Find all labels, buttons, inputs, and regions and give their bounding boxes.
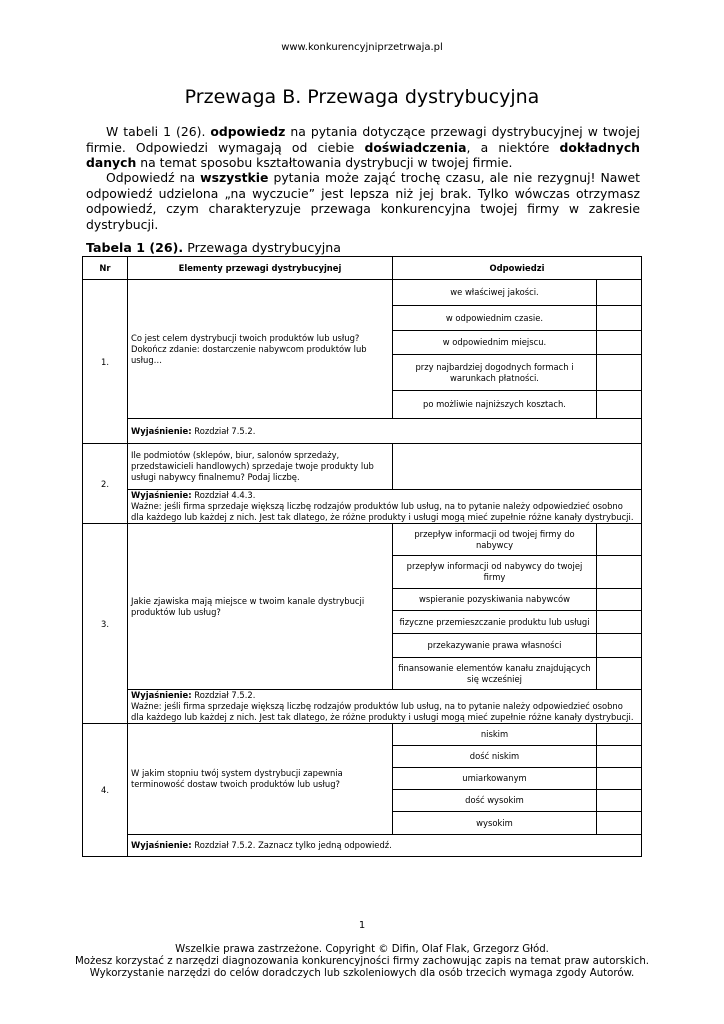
explanation-note: Ważne: jeśli firma sprzedaje większą liczbę rodzajów produktów lub usług, na to pytanie należy odpowiedzieć osobno dla każdego lub każdej z nich. Jest tak dlatego, że różne produkty i usługi mogą mieć zupełnie różne kanały dystrybucji. bbox=[131, 501, 634, 522]
intro-text: , a niektóre bbox=[466, 139, 560, 155]
intro-text: na temat sposobu kształtowania dystrybucji w twojej firmie. bbox=[136, 155, 513, 170]
explanation-row bbox=[83, 419, 642, 444]
site-url: www.konkurencyjniprzetrwaja.pl bbox=[281, 42, 443, 53]
intro-paragraph-1 bbox=[86, 124, 640, 171]
explanation-label: Wyjaśnienie: bbox=[131, 425, 192, 436]
answer-option: fizyczne przemieszczanie produktu lub usługi bbox=[393, 611, 597, 634]
explanation-row bbox=[83, 835, 642, 857]
intro-bold: dokładnych danych bbox=[86, 139, 640, 170]
explanation-text: Rozdział 4.4.3. bbox=[191, 490, 256, 500]
answer-checkbox[interactable] bbox=[597, 391, 642, 419]
answer-option: finansowanie elementów kanału znajdujących się wcześniej bbox=[393, 658, 597, 690]
answer-field[interactable] bbox=[393, 444, 642, 490]
answer-checkbox[interactable] bbox=[597, 306, 642, 331]
footer-line: Możesz korzystać z narzędzi diagnozowania konkurencyjności firmy zachowując zapis na temat praw autorskich. bbox=[74, 956, 650, 967]
explanation-row bbox=[83, 690, 642, 724]
page-number: 1 bbox=[358, 920, 366, 931]
answer-option: dość wysokim bbox=[393, 790, 597, 812]
explanation bbox=[128, 419, 642, 444]
explanation-note: Ważne: jeśli firma sprzedaje większą liczbę rodzajów produktów lub usług, na to pytanie należy odpowiedzieć osobno dla każdego lub każdej z nich. Jest tak dlatego, że różne produkty i usługi mogą mieć zupełnie różne kanały dystrybucji. bbox=[131, 701, 634, 722]
copyright-footer bbox=[0, 944, 724, 980]
answer-checkbox[interactable] bbox=[597, 556, 642, 589]
answer-option: niskim bbox=[393, 724, 597, 746]
header-answers: Odpowiedzi bbox=[393, 257, 642, 280]
page-title: Przewaga B. Przewaga dystrybucyjna bbox=[184, 86, 540, 108]
question-text: Ile podmiotów (sklepów, biur, salonów sprzedaży, przedstawicieli handlowych) sprzedaje twoje produkty lub usługi nabywcy finalnemu? Podaj liczbę. bbox=[128, 444, 393, 490]
intro-text: W tabeli 1 (26). bbox=[106, 124, 211, 139]
answer-option: wysokim bbox=[393, 812, 597, 835]
question-text: Co jest celem dystrybucji twoich produktów lub usług? Dokończ zdanie: dostarczenie nabywcom produktów lub usług… bbox=[128, 280, 393, 419]
footer-line: Wykorzystanie narzędzi do celów doradczych lub szkoleniowych dla osób trzecich wymaga zgody Autorów. bbox=[89, 968, 635, 979]
intro-bold: wszystkie bbox=[200, 170, 269, 185]
distribution-table bbox=[82, 256, 642, 857]
answer-checkbox[interactable] bbox=[597, 589, 642, 611]
intro-bold: doświadczenia bbox=[364, 139, 467, 155]
row-number: 3. bbox=[83, 524, 128, 724]
explanation bbox=[128, 835, 642, 857]
table-row bbox=[83, 524, 642, 556]
footer-line: Wszelkie prawa zastrzeżone. Copyright © Difin, Olaf Flak, Grzegorz Głód. bbox=[175, 944, 549, 955]
answer-option: umiarkowanym bbox=[393, 768, 597, 790]
answer-option: przepływ informacji od twojej firmy do nabywcy bbox=[393, 524, 597, 556]
table-caption-text: Przewaga dystrybucyjna bbox=[183, 240, 341, 255]
row-number: 2. bbox=[83, 444, 128, 524]
table-row bbox=[83, 444, 642, 490]
answer-option: w odpowiednim czasie. bbox=[393, 306, 597, 331]
answer-checkbox[interactable] bbox=[597, 355, 642, 391]
explanation bbox=[128, 490, 642, 524]
table-row bbox=[83, 280, 642, 306]
answer-checkbox[interactable] bbox=[597, 812, 642, 835]
explanation-text: Rozdział 7.5.2. bbox=[191, 425, 256, 436]
answer-option: we właściwej jakości. bbox=[393, 280, 597, 306]
answer-option: przekazywanie prawa własności bbox=[393, 634, 597, 658]
answer-checkbox[interactable] bbox=[597, 611, 642, 634]
intro-paragraph-2 bbox=[86, 170, 640, 232]
answer-checkbox[interactable] bbox=[597, 280, 642, 306]
row-number: 4. bbox=[83, 724, 128, 857]
answer-checkbox[interactable] bbox=[597, 634, 642, 658]
intro-bold: odpowiedz bbox=[210, 124, 286, 139]
answer-checkbox[interactable] bbox=[597, 790, 642, 812]
table-caption bbox=[86, 240, 341, 255]
explanation-label: Wyjaśnienie: bbox=[131, 840, 192, 850]
explanation-text: Rozdział 7.5.2. Zaznacz tylko jedną odpowiedź. bbox=[191, 840, 392, 850]
answer-option: po możliwie najniższych kosztach. bbox=[393, 391, 597, 419]
explanation-text: Rozdział 7.5.2. bbox=[191, 690, 256, 700]
answer-option: przy najbardziej dogodnych formach i warunkach płatności. bbox=[393, 355, 597, 391]
answer-checkbox[interactable] bbox=[597, 524, 642, 556]
answer-option: dość niskim bbox=[393, 746, 597, 768]
row-number: 1. bbox=[83, 280, 128, 444]
answer-checkbox[interactable] bbox=[597, 658, 642, 690]
answer-option: w odpowiednim miejscu. bbox=[393, 331, 597, 355]
intro-text: na pytania dotyczące przewagi dystrybucyjnej w twojej firmie. Odpowiedzi wymagają od ciebie bbox=[86, 124, 640, 155]
answer-option: wspieranie pozyskiwania nabywców bbox=[393, 589, 597, 611]
answer-checkbox[interactable] bbox=[597, 746, 642, 768]
table-caption-label: Tabela 1 (26). bbox=[86, 240, 184, 255]
explanation bbox=[128, 690, 642, 724]
table-header-row bbox=[83, 257, 642, 280]
answer-option: przepływ informacji od nabywcy do twojej firmy bbox=[393, 556, 597, 589]
table-row bbox=[83, 724, 642, 746]
answer-checkbox[interactable] bbox=[597, 331, 642, 355]
explanation-label: Wyjaśnienie: bbox=[131, 490, 192, 500]
question-text: Jakie zjawiska mają miejsce w twoim kanale dystrybucji produktów lub usług? bbox=[128, 524, 393, 690]
answer-checkbox[interactable] bbox=[597, 724, 642, 746]
header-nr: Nr bbox=[83, 257, 128, 280]
question-text: W jakim stopniu twój system dystrybucji zapewnia terminowość dostaw twoich produktów lub usług? bbox=[128, 724, 393, 835]
explanation-label: Wyjaśnienie: bbox=[131, 690, 192, 700]
intro-text: pytania może zająć trochę czasu, ale nie rezygnuj! Nawet odpowiedź udzielona „na wyczucie” jest lepsza niż jej brak. Tylko wówczas otrzymasz odpowiedź, czym charakteryzuje przewaga konkurencyjna twojej firmy w zakresie dystrybucji. bbox=[86, 170, 640, 232]
answer-checkbox[interactable] bbox=[597, 768, 642, 790]
explanation-row bbox=[83, 490, 642, 524]
intro-text: Odpowiedź na bbox=[106, 170, 201, 185]
header-elements: Elementy przewagi dystrybucyjnej bbox=[128, 257, 393, 280]
